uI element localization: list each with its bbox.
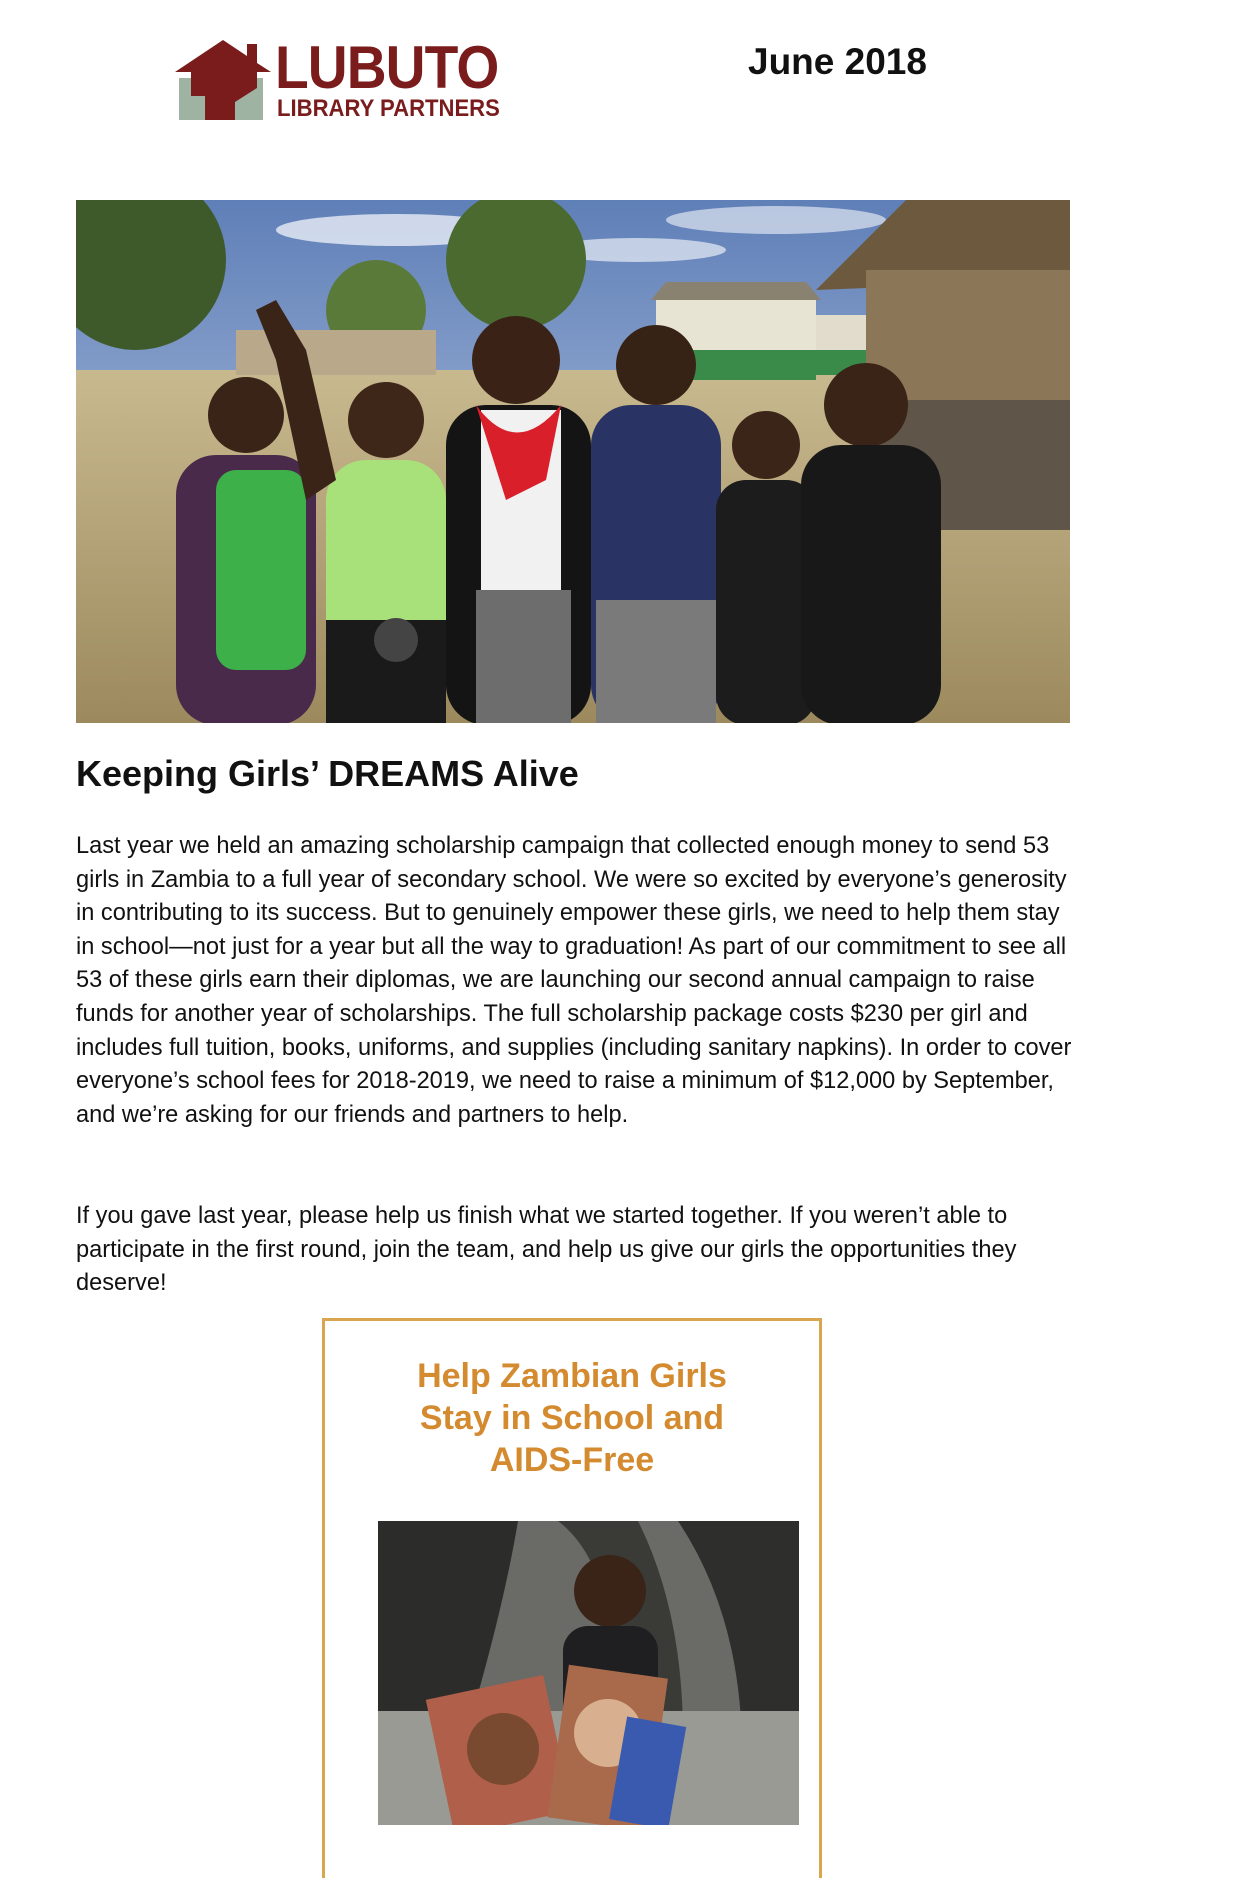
issue-date: June 2018 [748,41,927,82]
campaign-title-line: AIDS-Free [489,1441,655,1479]
article-paragraph-1: Last year we held an amazing scholarship campaign that collected enough money to send 53 girls in Zambia to a full year of secondary school. We were so excited by everyone’s generosity in contributing to its success. But to genuinely empower these girls, we need to help them stay in school—not just for a year but all the way to graduation! As part of our commitment to see all 53 of these girls earn their diplomas, we are launching our second annual campaign to raise funds for another year of scholarships. The full scholarship package costs $230 per girl and includes full tuition, books, uniforms, and supplies (including sanitary napkins). In order to cover everyone’s school fees for 2018-2019, we need to raise a minimum of $12,000 by September, and we’re asking for our friends and partners to help. [76,833,1072,1128]
photo-girl-with-books-icon [378,1521,799,1825]
photo-girls-group-icon [76,200,1070,723]
hero-photo [76,200,1070,723]
logo-name: LUBUTO [275,34,499,101]
logo-subtitle: LIBRARY PARTNERS [277,95,500,122]
campaign-photo [378,1521,799,1825]
article-headline: Keeping Girls’ DREAMS Alive [76,753,579,794]
campaign-card[interactable] [322,1318,822,1878]
campaign-card-title [325,1355,819,1481]
house-logo-icon [175,36,271,122]
campaign-title-line: Stay in School and [419,1399,725,1437]
lubuto-logo[interactable] [175,36,505,122]
article-paragraph-2: If you gave last year, please help us finish what we started together. If you weren’t able to participate in the first round, join the team, and help us give our girls the opportunities they deserve! [76,1203,1017,1297]
campaign-title-line: Help Zambian Girls [417,1357,727,1395]
